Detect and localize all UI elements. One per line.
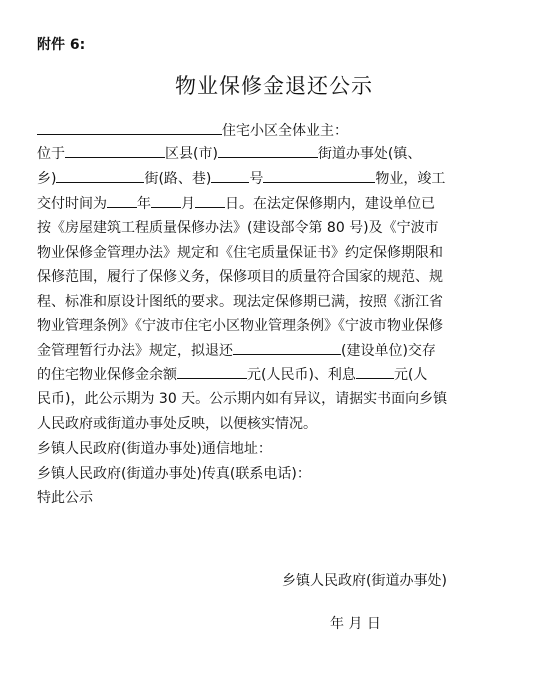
page-title: 物业保修金退还公示 — [175, 74, 373, 98]
body-line — [37, 339, 436, 363]
body-line — [37, 314, 443, 338]
attachment-label: 附件 6: — [37, 37, 86, 53]
body-line — [37, 462, 311, 486]
text-segment: 民币)，此公示期为 30 天。公示期内如有异议，请据实书面向乡镇 — [37, 391, 448, 407]
text-segment: 人民政府或街道办事处反映，以便核实情况。 — [37, 416, 317, 432]
fill-in-blank — [211, 167, 249, 183]
text-segment: 物业保修金管理办法》规定和《住宅质量保证书》约定保修期限和 — [37, 245, 443, 261]
text-segment: 金管理暂行办法》规定，拟退还 — [37, 343, 233, 359]
text-segment: 住宅小区全体业主： — [222, 123, 348, 139]
date-line: 年 月 日 — [330, 616, 381, 632]
body-line — [37, 265, 443, 289]
text-segment: 元(人 — [393, 367, 428, 383]
text-segment: 的住宅物业保修金余额 — [37, 367, 177, 383]
fill-in-blank — [107, 192, 137, 208]
text-segment: 街(路、巷) — [144, 171, 212, 187]
text-segment: 号 — [249, 171, 264, 187]
body-line — [37, 216, 439, 240]
fill-in-blank — [151, 192, 181, 208]
body-line — [37, 142, 421, 166]
fill-in-blank — [37, 119, 222, 135]
fill-in-blank — [195, 192, 225, 208]
text-segment: 日。在法定保修期内，建设单位已 — [225, 196, 435, 212]
fill-in-blank — [218, 142, 318, 158]
body-line — [37, 167, 445, 191]
text-segment: 物业管理条例》《宁波市住宅小区物业管理条例》《宁波市物业保修 — [37, 318, 443, 334]
text-segment: 特此公示 — [37, 490, 93, 506]
text-segment: 乡镇人民政府(街道办事处)通信地址： — [37, 441, 272, 457]
text-segment: 保修范围，履行了保修义务，保修项目的质量符合国家的规范、规 — [37, 269, 443, 285]
body-line — [37, 241, 443, 265]
text-segment: 程、标准和原设计图纸的要求。现法定保修期已满，按照《浙江省 — [37, 294, 443, 310]
text-segment: 物业，竣工 — [375, 171, 446, 187]
text-segment: 按《房屋建筑工程质量保修办法》(建设部令第 80 号)及《宁波市 — [37, 220, 439, 236]
fill-in-blank — [356, 363, 394, 379]
text-segment: 乡镇人民政府(街道办事处)传真(联系电话)： — [37, 466, 311, 482]
signature-line: 乡镇人民政府(街道办事处) — [282, 573, 447, 589]
text-segment: 月 — [181, 196, 195, 212]
text-segment: 乡) — [37, 171, 57, 187]
body-line — [37, 192, 435, 216]
body-line — [37, 486, 93, 510]
text-segment: 交付时间为 — [37, 196, 107, 212]
fill-in-blank — [233, 339, 341, 355]
text-segment: (建设单位)交存 — [341, 343, 436, 359]
body-line — [37, 119, 348, 143]
fill-in-blank — [177, 363, 247, 379]
body-line — [37, 363, 427, 387]
fill-in-blank — [65, 142, 165, 158]
text-segment: 街道办事处(镇、 — [317, 146, 422, 162]
fill-in-blank — [56, 167, 144, 183]
body-line — [37, 412, 317, 436]
body-line — [37, 290, 443, 314]
text-segment: 年 — [137, 196, 151, 212]
text-segment: 区县(市) — [165, 146, 218, 162]
fill-in-blank — [263, 167, 375, 183]
text-segment: 元(人民币)、利息 — [247, 367, 356, 383]
body-line — [37, 437, 272, 461]
text-segment: 位于 — [37, 146, 65, 162]
body-line — [37, 387, 447, 411]
